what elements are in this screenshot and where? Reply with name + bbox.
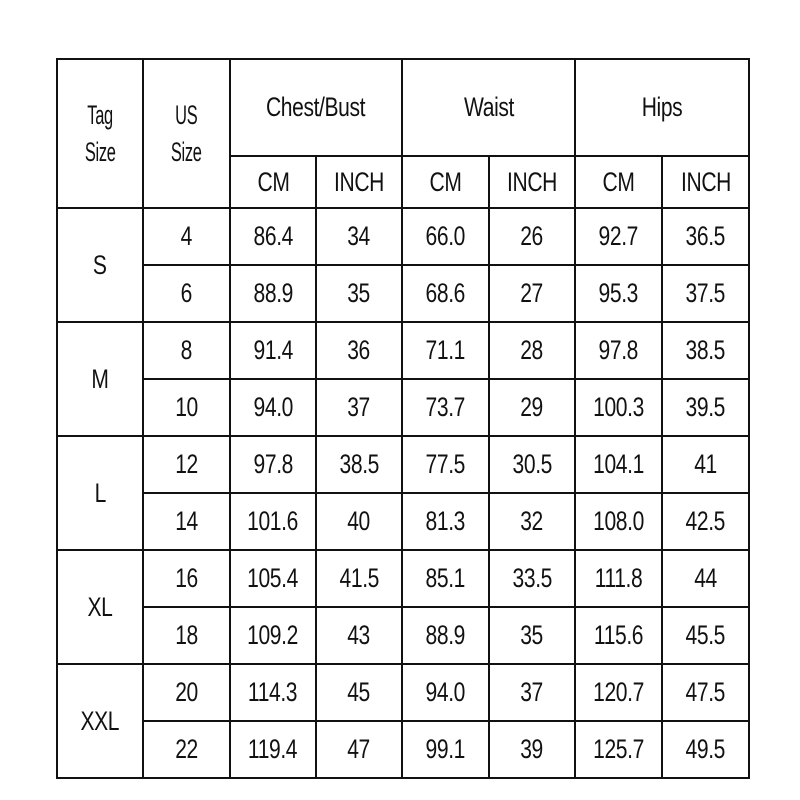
table-row: [57, 208, 749, 265]
table-row: [57, 550, 749, 607]
table-row: [57, 664, 749, 721]
measurement-cell: 105.4: [230, 550, 316, 607]
chest-bust-header: Chest/Bust: [230, 59, 402, 156]
measurement-cell: 49.5: [662, 721, 749, 778]
measurement-cell: 38.5: [662, 322, 749, 379]
measurement-cell: 37: [316, 379, 402, 436]
header-row: [57, 59, 749, 156]
measurement-cell: 77.5: [402, 436, 489, 493]
measurement-cell: 27: [489, 265, 575, 322]
measurement-cell: 28: [489, 322, 575, 379]
tag-size-cell: XL: [57, 550, 143, 664]
measurement-cell: 29: [489, 379, 575, 436]
measurement-cell: 81.3: [402, 493, 489, 550]
measurement-cell: 36.5: [662, 208, 749, 265]
measurement-cell: 97.8: [575, 322, 662, 379]
tag-size-header: Tag Size: [57, 59, 143, 208]
measurement-cell: 91.4: [230, 322, 316, 379]
tag-size-cell: M: [57, 322, 143, 436]
measurement-cell: 111.8: [575, 550, 662, 607]
us-size-cell: 18: [143, 607, 230, 664]
table-row: [57, 322, 749, 379]
measurement-cell: 114.3: [230, 664, 316, 721]
measurement-cell: 42.5: [662, 493, 749, 550]
hips-header: Hips: [575, 59, 749, 156]
measurement-cell: 115.6: [575, 607, 662, 664]
measurement-cell: 39: [489, 721, 575, 778]
measurement-cell: 99.1: [402, 721, 489, 778]
measurement-cell: 86.4: [230, 208, 316, 265]
table-row: [57, 721, 749, 778]
us-size-cell: 14: [143, 493, 230, 550]
unit-header: INCH: [662, 156, 749, 208]
us-size-cell: 4: [143, 208, 230, 265]
measurement-cell: 109.2: [230, 607, 316, 664]
unit-header: CM: [230, 156, 316, 208]
measurement-cell: 104.1: [575, 436, 662, 493]
unit-header: CM: [402, 156, 489, 208]
measurement-cell: 45.5: [662, 607, 749, 664]
measurement-cell: 37.5: [662, 265, 749, 322]
measurement-cell: 30.5: [489, 436, 575, 493]
tag-size-cell: L: [57, 436, 143, 550]
measurement-cell: 88.9: [230, 265, 316, 322]
measurement-cell: 37: [489, 664, 575, 721]
table-row: [57, 379, 749, 436]
us-size-cell: 8: [143, 322, 230, 379]
measurement-cell: 94.0: [402, 664, 489, 721]
measurement-cell: 47: [316, 721, 402, 778]
measurement-cell: 35: [316, 265, 402, 322]
us-size-cell: 22: [143, 721, 230, 778]
measurement-cell: 35: [489, 607, 575, 664]
measurement-cell: 92.7: [575, 208, 662, 265]
measurement-cell: 119.4: [230, 721, 316, 778]
waist-header: Waist: [402, 59, 575, 156]
measurement-cell: 88.9: [402, 607, 489, 664]
unit-header: INCH: [316, 156, 402, 208]
measurement-cell: 94.0: [230, 379, 316, 436]
measurement-cell: 45: [316, 664, 402, 721]
measurement-cell: 66.0: [402, 208, 489, 265]
table-row: [57, 436, 749, 493]
measurement-cell: 100.3: [575, 379, 662, 436]
us-size-header: US Size: [143, 59, 230, 208]
table-row: [57, 607, 749, 664]
us-size-cell: 16: [143, 550, 230, 607]
measurement-cell: 101.6: [230, 493, 316, 550]
measurement-cell: 33.5: [489, 550, 575, 607]
measurement-cell: 108.0: [575, 493, 662, 550]
us-size-cell: 6: [143, 265, 230, 322]
measurement-cell: 34: [316, 208, 402, 265]
measurement-cell: 47.5: [662, 664, 749, 721]
measurement-cell: 125.7: [575, 721, 662, 778]
measurement-cell: 41.5: [316, 550, 402, 607]
us-size-cell: 12: [143, 436, 230, 493]
table-row: [57, 265, 749, 322]
measurement-cell: 41: [662, 436, 749, 493]
measurement-cell: 36: [316, 322, 402, 379]
table-row: [57, 493, 749, 550]
measurement-cell: 71.1: [402, 322, 489, 379]
measurement-cell: 32: [489, 493, 575, 550]
measurement-cell: 26: [489, 208, 575, 265]
measurement-cell: 73.7: [402, 379, 489, 436]
measurement-cell: 40: [316, 493, 402, 550]
us-size-cell: 20: [143, 664, 230, 721]
measurement-cell: 39.5: [662, 379, 749, 436]
measurement-cell: 120.7: [575, 664, 662, 721]
tag-size-cell: XXL: [57, 664, 143, 778]
tag-size-cell: S: [57, 208, 143, 322]
unit-header: CM: [575, 156, 662, 208]
measurement-cell: 68.6: [402, 265, 489, 322]
measurement-cell: 43: [316, 607, 402, 664]
measurement-cell: 44: [662, 550, 749, 607]
measurement-cell: 95.3: [575, 265, 662, 322]
size-chart-table: [56, 58, 750, 779]
size-chart-body: [57, 59, 749, 778]
unit-header: INCH: [489, 156, 575, 208]
us-size-cell: 10: [143, 379, 230, 436]
measurement-cell: 97.8: [230, 436, 316, 493]
measurement-cell: 38.5: [316, 436, 402, 493]
measurement-cell: 85.1: [402, 550, 489, 607]
